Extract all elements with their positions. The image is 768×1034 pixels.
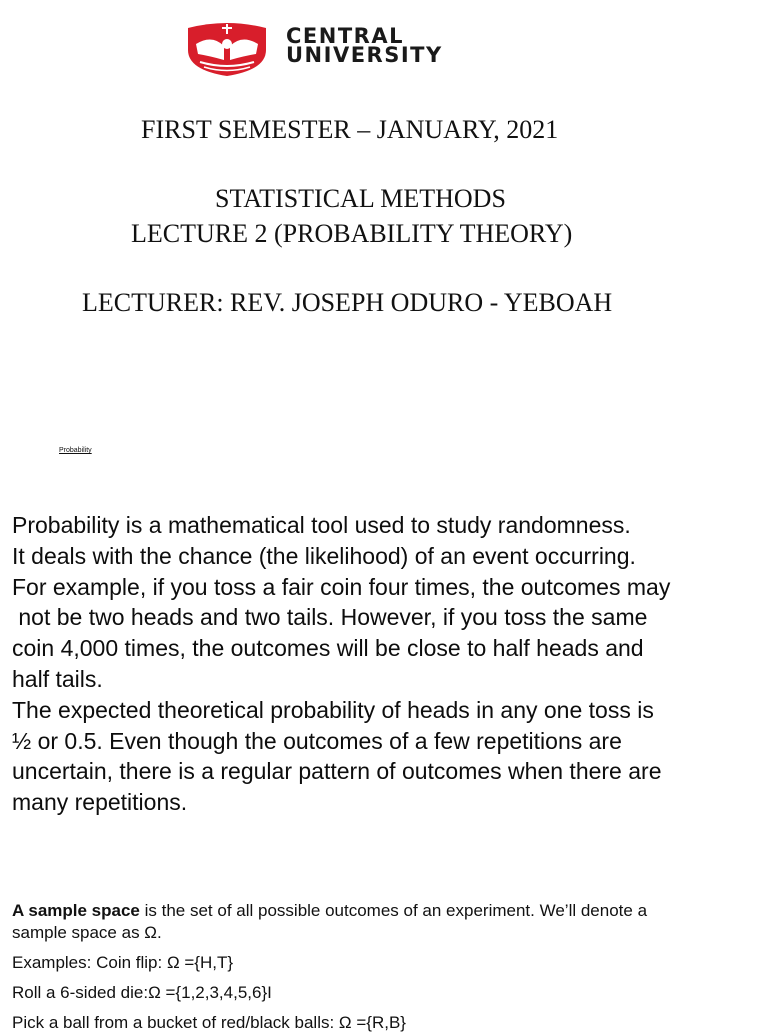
example-coin-flip: Examples: Coin flip: Ω ={H,T} [12, 953, 234, 972]
paragraph-line: not be two heads and two tails. However, if you toss the same [12, 604, 648, 631]
paragraph-line: many repetitions. [12, 789, 188, 816]
paragraph-line: half tails. [12, 665, 103, 692]
definition-body: is the set of all possible outcomes of an experiment. We’ll denote a [139, 901, 648, 920]
section-heading: Probability [59, 447, 92, 454]
semester-heading: FIRST SEMESTER – JANUARY, 2021 [141, 115, 559, 144]
paragraph-line: Probability is a mathematical tool used to study randomness. [12, 512, 631, 538]
probability-paragraph [12, 510, 762, 818]
logo-line-2: UNIVERSITY [286, 43, 443, 67]
definition-text [12, 900, 752, 922]
lecture-title: LECTURE 2 (PROBABILITY THEORY) [131, 219, 573, 248]
paragraph-line: The expected theoretical probability of heads in any one toss is [12, 696, 654, 723]
paragraph-line: coin 4,000 times, the outcomes will be close to half heads and [12, 635, 644, 662]
example-die-roll: Roll a 6-sided die:Ω ={1,2,3,4,5,6}I [12, 983, 272, 1002]
paragraph-line: ½ or 0.5. Even though the outcomes of a few repetitions are [12, 727, 622, 754]
paragraph-line: uncertain, there is a regular pattern of outcomes when there are [12, 758, 662, 785]
definition-term: A sample space [12, 901, 140, 920]
definition-text-2: sample space as Ω. [12, 923, 162, 942]
paragraph-line: For example, if you toss a fair coin four times, the outcomes may [12, 573, 671, 600]
logo-wordmark [286, 24, 443, 67]
university-logo [186, 20, 476, 78]
logo-line-1: CENTRAL [286, 24, 404, 48]
course-title: STATISTICAL METHODS [215, 184, 506, 213]
sample-space-definition [12, 900, 752, 1034]
university-emblem-icon [186, 20, 268, 76]
lecturer-name: LECTURER: REV. JOSEPH ODURO - YEBOAH [82, 288, 613, 317]
example-ball-pick: Pick a ball from a bucket of red/black balls: Ω ={R,B} [12, 1013, 406, 1032]
paragraph-line: It deals with the chance (the likelihood) of an event occurring. [12, 542, 636, 569]
